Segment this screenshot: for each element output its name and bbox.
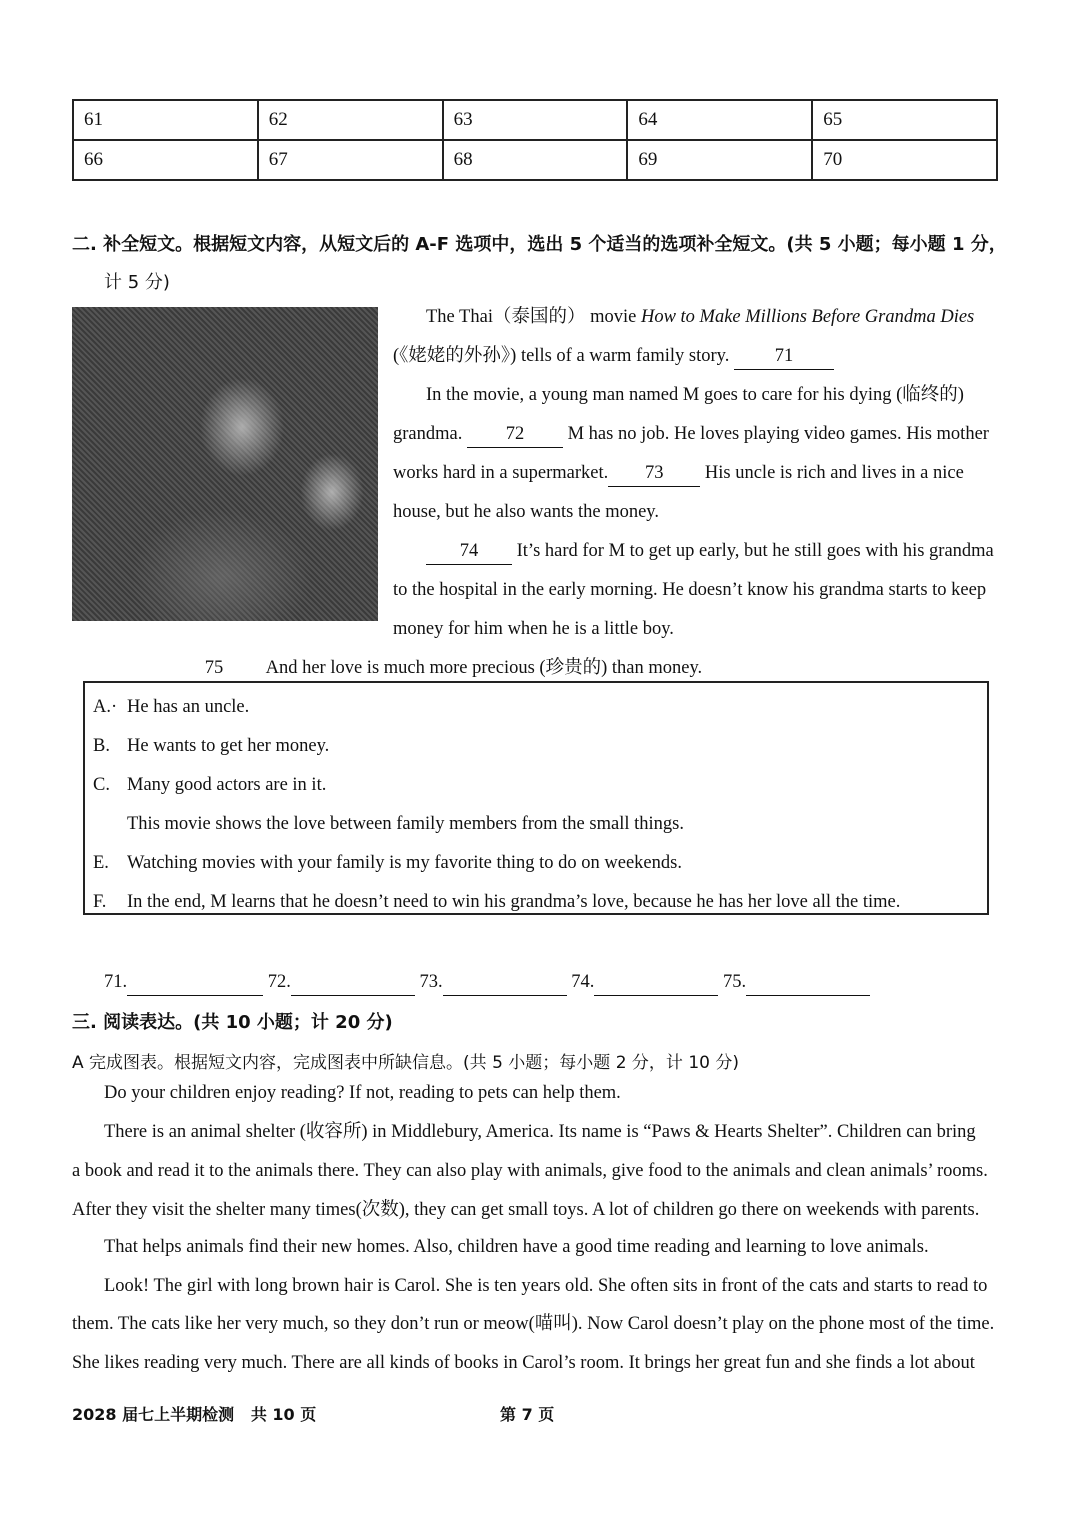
table-cell[interactable]: 70 [812, 140, 997, 180]
passage-line: The Thai（泰国的） movie How to Make Millions Before Grandma Dies [426, 307, 975, 327]
blank-71[interactable]: 71 [734, 343, 834, 370]
reading-line: a book and read it to the animals there. They can also play with animals, give food to the animals and clean animals’ rooms. [72, 1161, 988, 1181]
option-c[interactable]: C. Many good actors are in it. [93, 775, 327, 795]
section2-heading-cont: 计 5 分) [104, 272, 170, 293]
answer-blank-74[interactable] [594, 969, 718, 996]
option-a[interactable]: A.· He has an uncle. [93, 697, 250, 717]
section3-heading: 三. 阅读表达。(共 10 小题；计 20 分) [72, 1012, 393, 1033]
reading-line: That helps animals find their new homes. Also, children have a good time reading and learning to love animals. [104, 1237, 929, 1257]
reading-line: She likes reading very much. There are all kinds of books in Carol’s room. It brings her great fun and she finds a lot about [72, 1353, 975, 1373]
table-cell[interactable]: 69 [627, 140, 812, 180]
passage-line: works hard in a supermarket. 73 His uncle is rich and lives in a nice [393, 460, 964, 487]
movie-poster-image [72, 307, 378, 621]
section2-heading: 二. 补全短文。根据短文内容，从短文后的 A-F 选项中，选出 5 个适当的选项补全短文。(共 5 小题；每小题 1 分， [72, 234, 1007, 255]
table-cell[interactable]: 68 [443, 140, 628, 180]
table-cell[interactable]: 64 [627, 100, 812, 140]
table-row [73, 140, 997, 180]
table-cell[interactable]: 61 [73, 100, 258, 140]
reading-line: There is an animal shelter (收容所) in Middlebury, America. Its name is “Paws & Hearts Shelter”. Children can bring [104, 1122, 976, 1142]
answer-blank-73[interactable] [443, 969, 567, 996]
option-b[interactable]: B. He wants to get her money. [93, 736, 330, 756]
answer-blank-71[interactable] [127, 969, 263, 996]
reading-line: Look! The girl with long brown hair is Carol. She is ten years old. She often sits in front of the cats and starts to read to [104, 1276, 988, 1296]
passage-line: grandma. 72 M has no job. He loves playing video games. His mother [393, 421, 989, 448]
blank-73[interactable]: 73 [608, 460, 700, 487]
answer-blank-75[interactable] [746, 969, 870, 996]
answer-blank-72[interactable] [291, 969, 415, 996]
reading-line: them. The cats like her very much, so they don’t run or meow(喵叫). Now Carol doesn’t play on the phone most of the time. [72, 1314, 995, 1334]
table-cell[interactable]: 62 [258, 100, 443, 140]
movie-title: How to Make Millions Before Grandma Dies [640, 307, 975, 327]
blank-74[interactable]: 74 [426, 538, 512, 565]
table-row [73, 100, 997, 140]
passage-line: money for him when he is a little boy. [393, 619, 674, 639]
answer-table [72, 99, 998, 181]
table-cell[interactable]: 67 [258, 140, 443, 180]
reading-line: After they visit the shelter many times(次数), they can get small toys. A lot of children go there on weekends with parents. [72, 1200, 980, 1220]
table-cell[interactable]: 63 [443, 100, 628, 140]
blank-72[interactable]: 72 [467, 421, 563, 448]
table-cell[interactable]: 66 [73, 140, 258, 180]
passage-line: to the hospital in the early morning. He doesn’t know his grandma starts to keep [393, 580, 987, 600]
passage-line: house, but he also wants the money. [393, 502, 659, 522]
option-f[interactable]: F. In the end, M learns that he doesn’t need to win his grandma’s love, because he has her love all the time. [93, 892, 901, 912]
page-number: 第 7 页 [500, 1405, 555, 1424]
section3-subheading: A 完成图表。根据短文内容，完成图表中所缺信息。(共 5 小题；每小题 2 分，计 10 分) [72, 1053, 739, 1073]
option-e[interactable]: E. Watching movies with your family is my favorite thing to do on weekends. [93, 853, 682, 873]
passage-line: In the movie, a young man named M goes to care for his dying (临终的) [426, 385, 964, 405]
option-d[interactable]: This movie shows the love between family members from the small things. [127, 814, 684, 834]
table-cell[interactable]: 65 [812, 100, 997, 140]
blank-75[interactable]: 75 [166, 655, 262, 682]
passage-line: 75 And her love is much more precious (珍贵的) than money. [166, 655, 702, 682]
passage-line: (《姥姥的外孙》) tells of a warm family story. 71 [393, 343, 834, 370]
footer-left: 2028 届七上半期检测 共 10 页 [72, 1405, 317, 1424]
passage-line: 74 It’s hard for M to get up early, but he still goes with his grandma [426, 538, 994, 565]
options-box [83, 681, 989, 915]
reading-line: Do your children enjoy reading? If not, reading to pets can help them. [104, 1083, 621, 1103]
answer-blanks-row: 71. 72. 73. 74. 75. [104, 969, 870, 996]
